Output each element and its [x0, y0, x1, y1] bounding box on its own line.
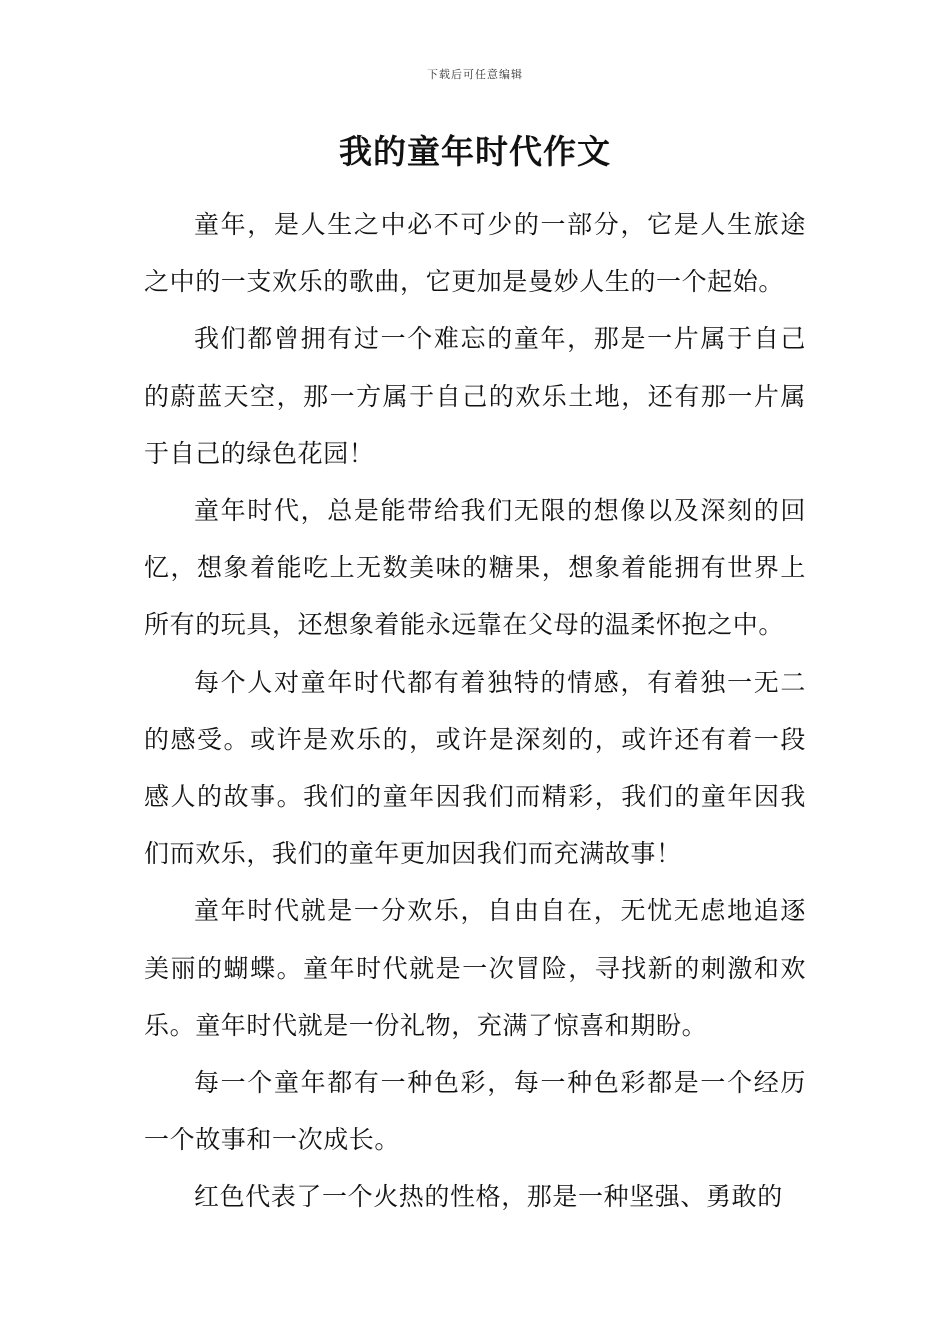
essay-body [144, 196, 806, 1226]
paragraph-3: 童年时代，总是能带给我们无限的想像以及深刻的回忆，想象着能吃上无数美味的糖果，想象着能拥有世界上所有的玩具，还想象着能永远靠在父母的温柔怀抱之中。 [144, 496, 806, 640]
document-title: 我的童年时代作文 [339, 132, 611, 171]
paragraph-1: 童年，是人生之中必不可少的一部分，它是人生旅途之中的一支欢乐的歌曲，它更加是曼妙人生的一个起始。 [144, 210, 806, 297]
paragraph-2: 我们都曾拥有过一个难忘的童年，那是一片属于自己的蔚蓝天空，那一方属于自己的欢乐土地，还有那一片属于自己的绿色花园！ [144, 324, 806, 468]
paragraph-4: 每个人对童年时代都有着独特的情感，有着独一无二的感受。或许是欢乐的，或许是深刻的，或许还有着一段感人的故事。我们的童年因我们而精彩，我们的童年因我们而欢乐，我们的童年更加因我们而充满故事！ [144, 667, 806, 869]
paragraph-7: 红色代表了一个火热的性格，那是一种坚强、勇敢的 [194, 1182, 783, 1212]
header-note: 下载后可任意编辑 [427, 68, 523, 81]
paragraph-5: 童年时代就是一分欢乐，自由自在，无忧无虑地追逐美丽的蝴蝶。童年时代就是一次冒险，寻找新的刺激和欢乐。童年时代就是一份礼物，充满了惊喜和期盼。 [144, 896, 806, 1040]
paragraph-6: 每一个童年都有一种色彩，每一种色彩都是一个经历一个故事和一次成长。 [144, 1068, 806, 1155]
